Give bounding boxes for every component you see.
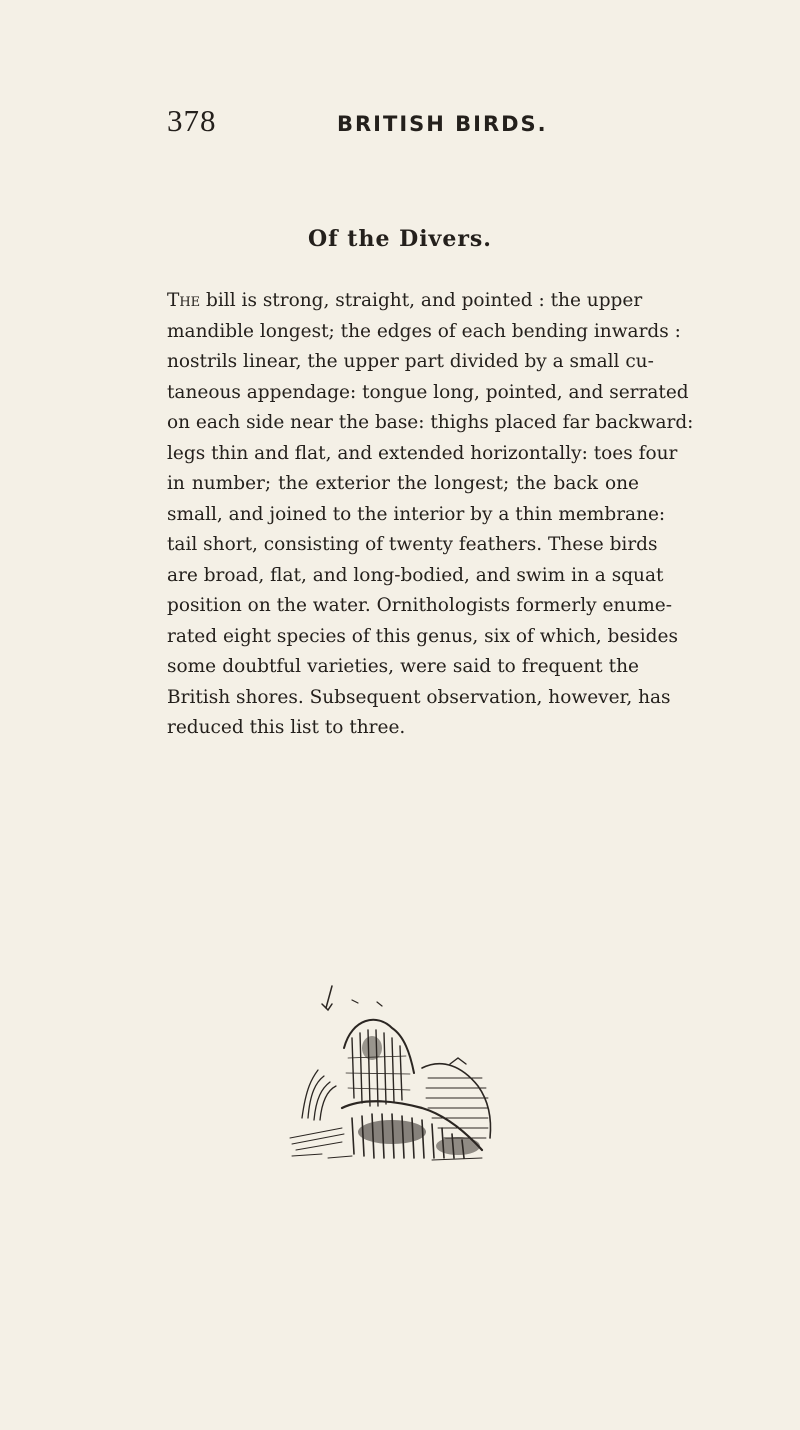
- paragraph-line: British shores. Subsequent observation, however, has: [167, 686, 671, 708]
- lead-word: The: [167, 290, 201, 311]
- paragraph-line: taneous appendage: tongue long, pointed, and serrated: [167, 381, 689, 403]
- body-paragraph: [167, 286, 694, 744]
- paragraph-line: legs thin and flat, and extended horizontally: toes four: [167, 442, 678, 464]
- paragraph-line: small, and joined to the interior by a thin membrane:: [167, 503, 666, 525]
- paragraph-line: on each side near the base: thighs placed far backward:: [167, 412, 694, 433]
- paragraph-line-last: reduced this list to three.: [167, 717, 406, 738]
- paragraph-line-1: [167, 286, 643, 317]
- paragraph-line: rated eight species of this genus, six of which, besides: [167, 625, 678, 647]
- paragraph-line: mandible longest; the edges of each bending inwards :: [167, 320, 681, 342]
- running-head: BRITISH BIRDS.: [337, 112, 548, 136]
- paragraph-line: tail short, consisting of twenty feathers. These birds: [167, 534, 658, 555]
- paragraph-line: position on the water. Ornithologists formerly enume-: [167, 595, 672, 616]
- paragraph-line: are broad, flat, and long-bodied, and swim in a squat: [167, 564, 664, 586]
- paragraph-line: some doubtful varieties, were said to frequent the: [167, 656, 639, 677]
- first-line-text: bill is strong, straight, and pointed : the upper: [200, 290, 643, 311]
- woodcut-vignette-icon: [282, 978, 502, 1168]
- paragraph-line: in number; the exterior the longest; the back one: [167, 473, 639, 494]
- page-number: 378: [167, 103, 217, 138]
- section-title: Of the Divers.: [308, 226, 492, 252]
- paragraph-line: nostrils linear, the upper part divided by a small cu-: [167, 351, 654, 372]
